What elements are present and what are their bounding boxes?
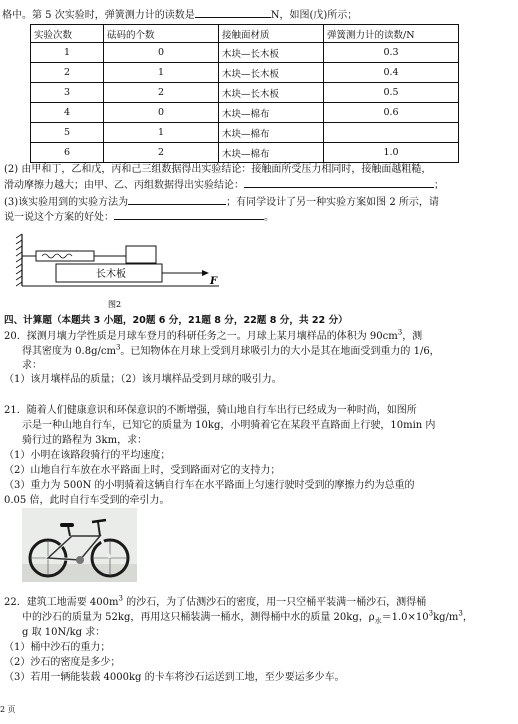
q21-line-3: 骑行过的路程为 3km，求：: [22, 435, 148, 446]
q21-line-1: 21．随着人们健康意识和环保意识的不断增强，骑山地自行车出行已经成为一种时尚，如图所: [4, 405, 417, 416]
q20-line-2: 得其密度为 $0.8g/cm^3$。已知物体在月球上受到月球吸引力的大小是其在地面受到重力的 1/6，: [22, 343, 440, 357]
table-row: 4 0 木块—棉布 0.6: [31, 103, 459, 123]
q21-line-5: （2）山地自行车放在水平路面上时，受到路面对它的支持力；: [4, 465, 281, 476]
section-title: 四、计算题（本题共 3 小题，20题 6 分，21题 8 分，22题 8 分，共 22 分）: [4, 315, 348, 326]
table-header: 实验次数: [31, 25, 104, 43]
q22-line-6: （3）若用一辆能装载 4000kg 的卡车将沙石运送到工地，至少要运多少车。: [4, 672, 345, 683]
table-header-row: [31, 25, 459, 43]
table-row: 1 0 木块—长木板 0.3: [31, 43, 459, 63]
mountain-bike-image: [22, 508, 137, 582]
q2-line-1: (2) 由甲和丁，乙和戊，丙和己三组数据得出实验结论：接触面所受压力相同时，接触面越粗糙，: [4, 164, 432, 175]
q21-line-2: 示是一种山地自行车，已知它的质量为 10kg，小明骑着它在某段平直路面上行驶，10min 内: [22, 420, 436, 431]
bike-seat-icon: [60, 523, 74, 527]
q3-line-2: 说一说这个方案的好处： 。: [4, 209, 274, 224]
answer-blank: [195, 7, 271, 18]
q22-line-2: 中的沙石的质量为 52kg，再用这只桶装满一桶水，测得桶中水的质量 20kg，$\rho_水=1.0\times 10^3kg/m^3$，: [22, 609, 473, 625]
spring-scale-icon: [36, 251, 94, 261]
q21-line-6: （3）重力为 500N 的小明骑着这辆自行车在水平路面上匀速行驶时受到的摩擦力约为总重的: [4, 480, 415, 491]
figure-2-diagram: [14, 230, 224, 310]
force-label: F: [210, 276, 218, 287]
q22-line-3: g 取 10N/kg 求：: [22, 627, 106, 638]
q1-continuation-line: 格中。第 5 次实验时，弹簧测力计的读数是 N，如图(戊)所示；: [2, 7, 357, 22]
q22-line-4: （1）桶中沙石的重力；: [4, 642, 111, 653]
answer-blank: [244, 177, 434, 188]
figure-caption: 图2: [108, 300, 122, 309]
table-row: 2 1 木块—长木板 0.4: [31, 63, 459, 83]
table-header: 弹簧测力计的读数/N: [324, 25, 459, 43]
q20-line-1: 20．探测月壤力学性质是月球车登月的科研任务之一。月球上某月壤样品的体积为 $90cm^3$，测: [4, 328, 423, 342]
wood-block: [126, 246, 156, 263]
q21-line-7: 0.05 倍，此时自行车受到的牵引力。: [4, 495, 170, 506]
answer-blank: [128, 194, 226, 205]
q3-line-1: (3)该实验用到的实验方法为 ；有同学设计了另一种实验方案如图 2 所示，请: [4, 194, 439, 209]
table-row: 3 2 木块—长木板 0.5: [31, 83, 459, 103]
table-header: 接触面材质: [219, 25, 324, 43]
q22-line-1: 22．建筑工地需要 $400m^3$ 的沙石，为了估测沙石的密度，用一只空桶平装满一桶沙石，测得桶: [4, 594, 427, 608]
q20-line-3: 求：: [22, 360, 42, 371]
wall-hatching: [16, 234, 22, 286]
board-label: 长木板: [96, 269, 126, 280]
table-row: 6 2 木块—棉布 1.0: [31, 143, 459, 163]
q21-line-4: （1）小明在该路段骑行的平均速度；: [4, 450, 171, 461]
arrow-head-icon: [202, 270, 209, 276]
q22-line-5: （2）沙石的密度是多少；: [4, 657, 121, 668]
q20-line-4: （1）该月壤样品的质量；（2）该月壤样品受到月球的吸引力。: [4, 374, 282, 385]
page-number: 2 页: [0, 705, 16, 714]
q2-line-2: 滑动摩擦力越大；由甲、乙、丙组数据得出实验结论： ；: [4, 177, 444, 192]
table-row: 5 1 木块—棉布: [31, 123, 459, 143]
answer-blank: [114, 209, 264, 220]
table-header: 砝码的个数: [104, 25, 219, 43]
experiment-table: [30, 24, 459, 163]
